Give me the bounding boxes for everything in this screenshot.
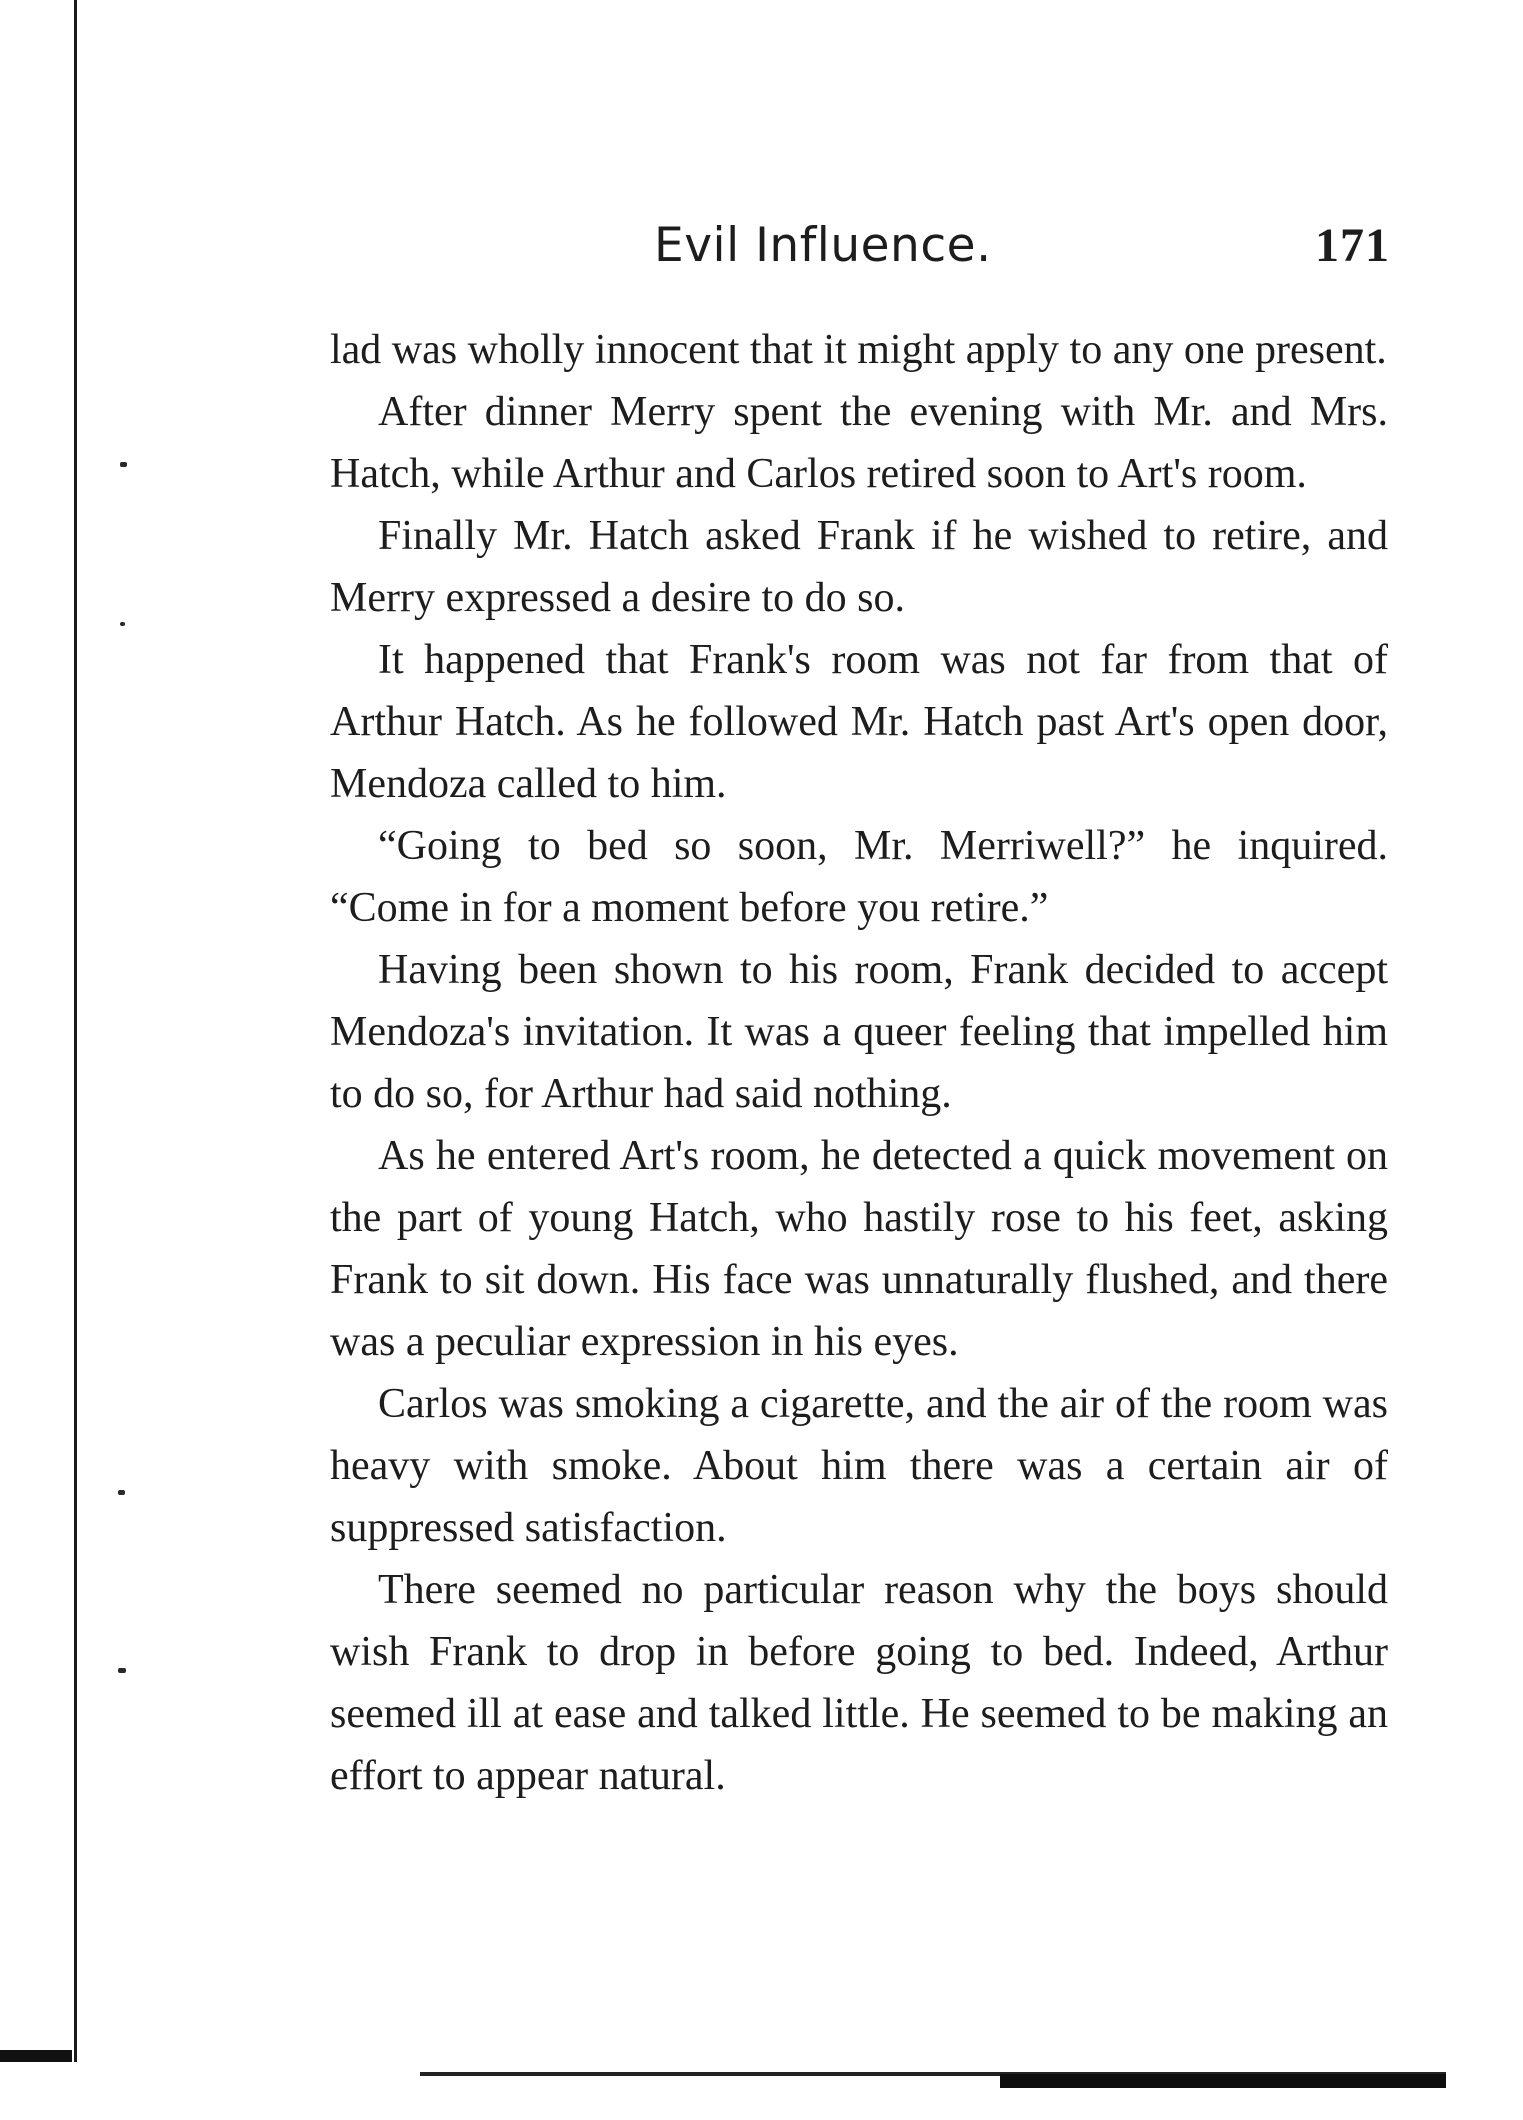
paragraph-3: Finally Mr. Hatch asked Frank if he wished to retire, and Merry expressed a desire to do so. [330,513,1388,621]
bottom-rule-heavy [1000,2074,1446,2088]
running-head: Evil Influence. [654,218,992,273]
page-number: 171 [1315,219,1390,272]
margin-speck [120,462,127,467]
margin-speck [118,1668,126,1673]
paragraph-8: Carlos was smoking a cigarette, and the air of the room was heavy with smoke. About him there was a certain air of suppressed satisfaction. [330,1381,1388,1551]
body-text [330,319,1388,1807]
paragraph-4: It happened that Frank's room was not far from that of Arthur Hatch. As he followed Mr. Hatch past Art's open door, Mendoza called to him. [330,637,1388,807]
paragraph-9: There seemed no particular reason why the boys should wish Frank to drop in before going to bed. Indeed, Arthur seemed ill at ease and talked little. He seemed to be making an effort to appear natural. [330,1567,1388,1799]
margin-speck [118,1490,125,1495]
book-spine-edge [74,0,77,2062]
paragraph-6: Having been shown to his room, Frank decided to accept Mendoza's invitation. It was a queer feeling that impelled him to do so, for Arthur had said nothing. [330,947,1388,1117]
page-header [330,218,1390,288]
paragraph-1: lad was wholly innocent that it might apply to any one present. [330,327,1387,373]
spine-foot-mark [0,2050,72,2062]
paragraph-2: After dinner Merry spent the evening with Mr. and Mrs. Hatch, while Arthur and Carlos retired soon to Art's room. [330,389,1388,497]
paragraph-7: As he entered Art's room, he detected a quick movement on the part of young Hatch, who hastily rose to his feet, asking Frank to sit down. His face was unnaturally flushed, and there was a peculiar expression in his eyes. [330,1133,1388,1365]
margin-speck [120,622,125,626]
paragraph-5: “Going to bed so soon, Mr. Merriwell?” he inquired. “Come in for a moment before you retire.” [330,823,1388,931]
